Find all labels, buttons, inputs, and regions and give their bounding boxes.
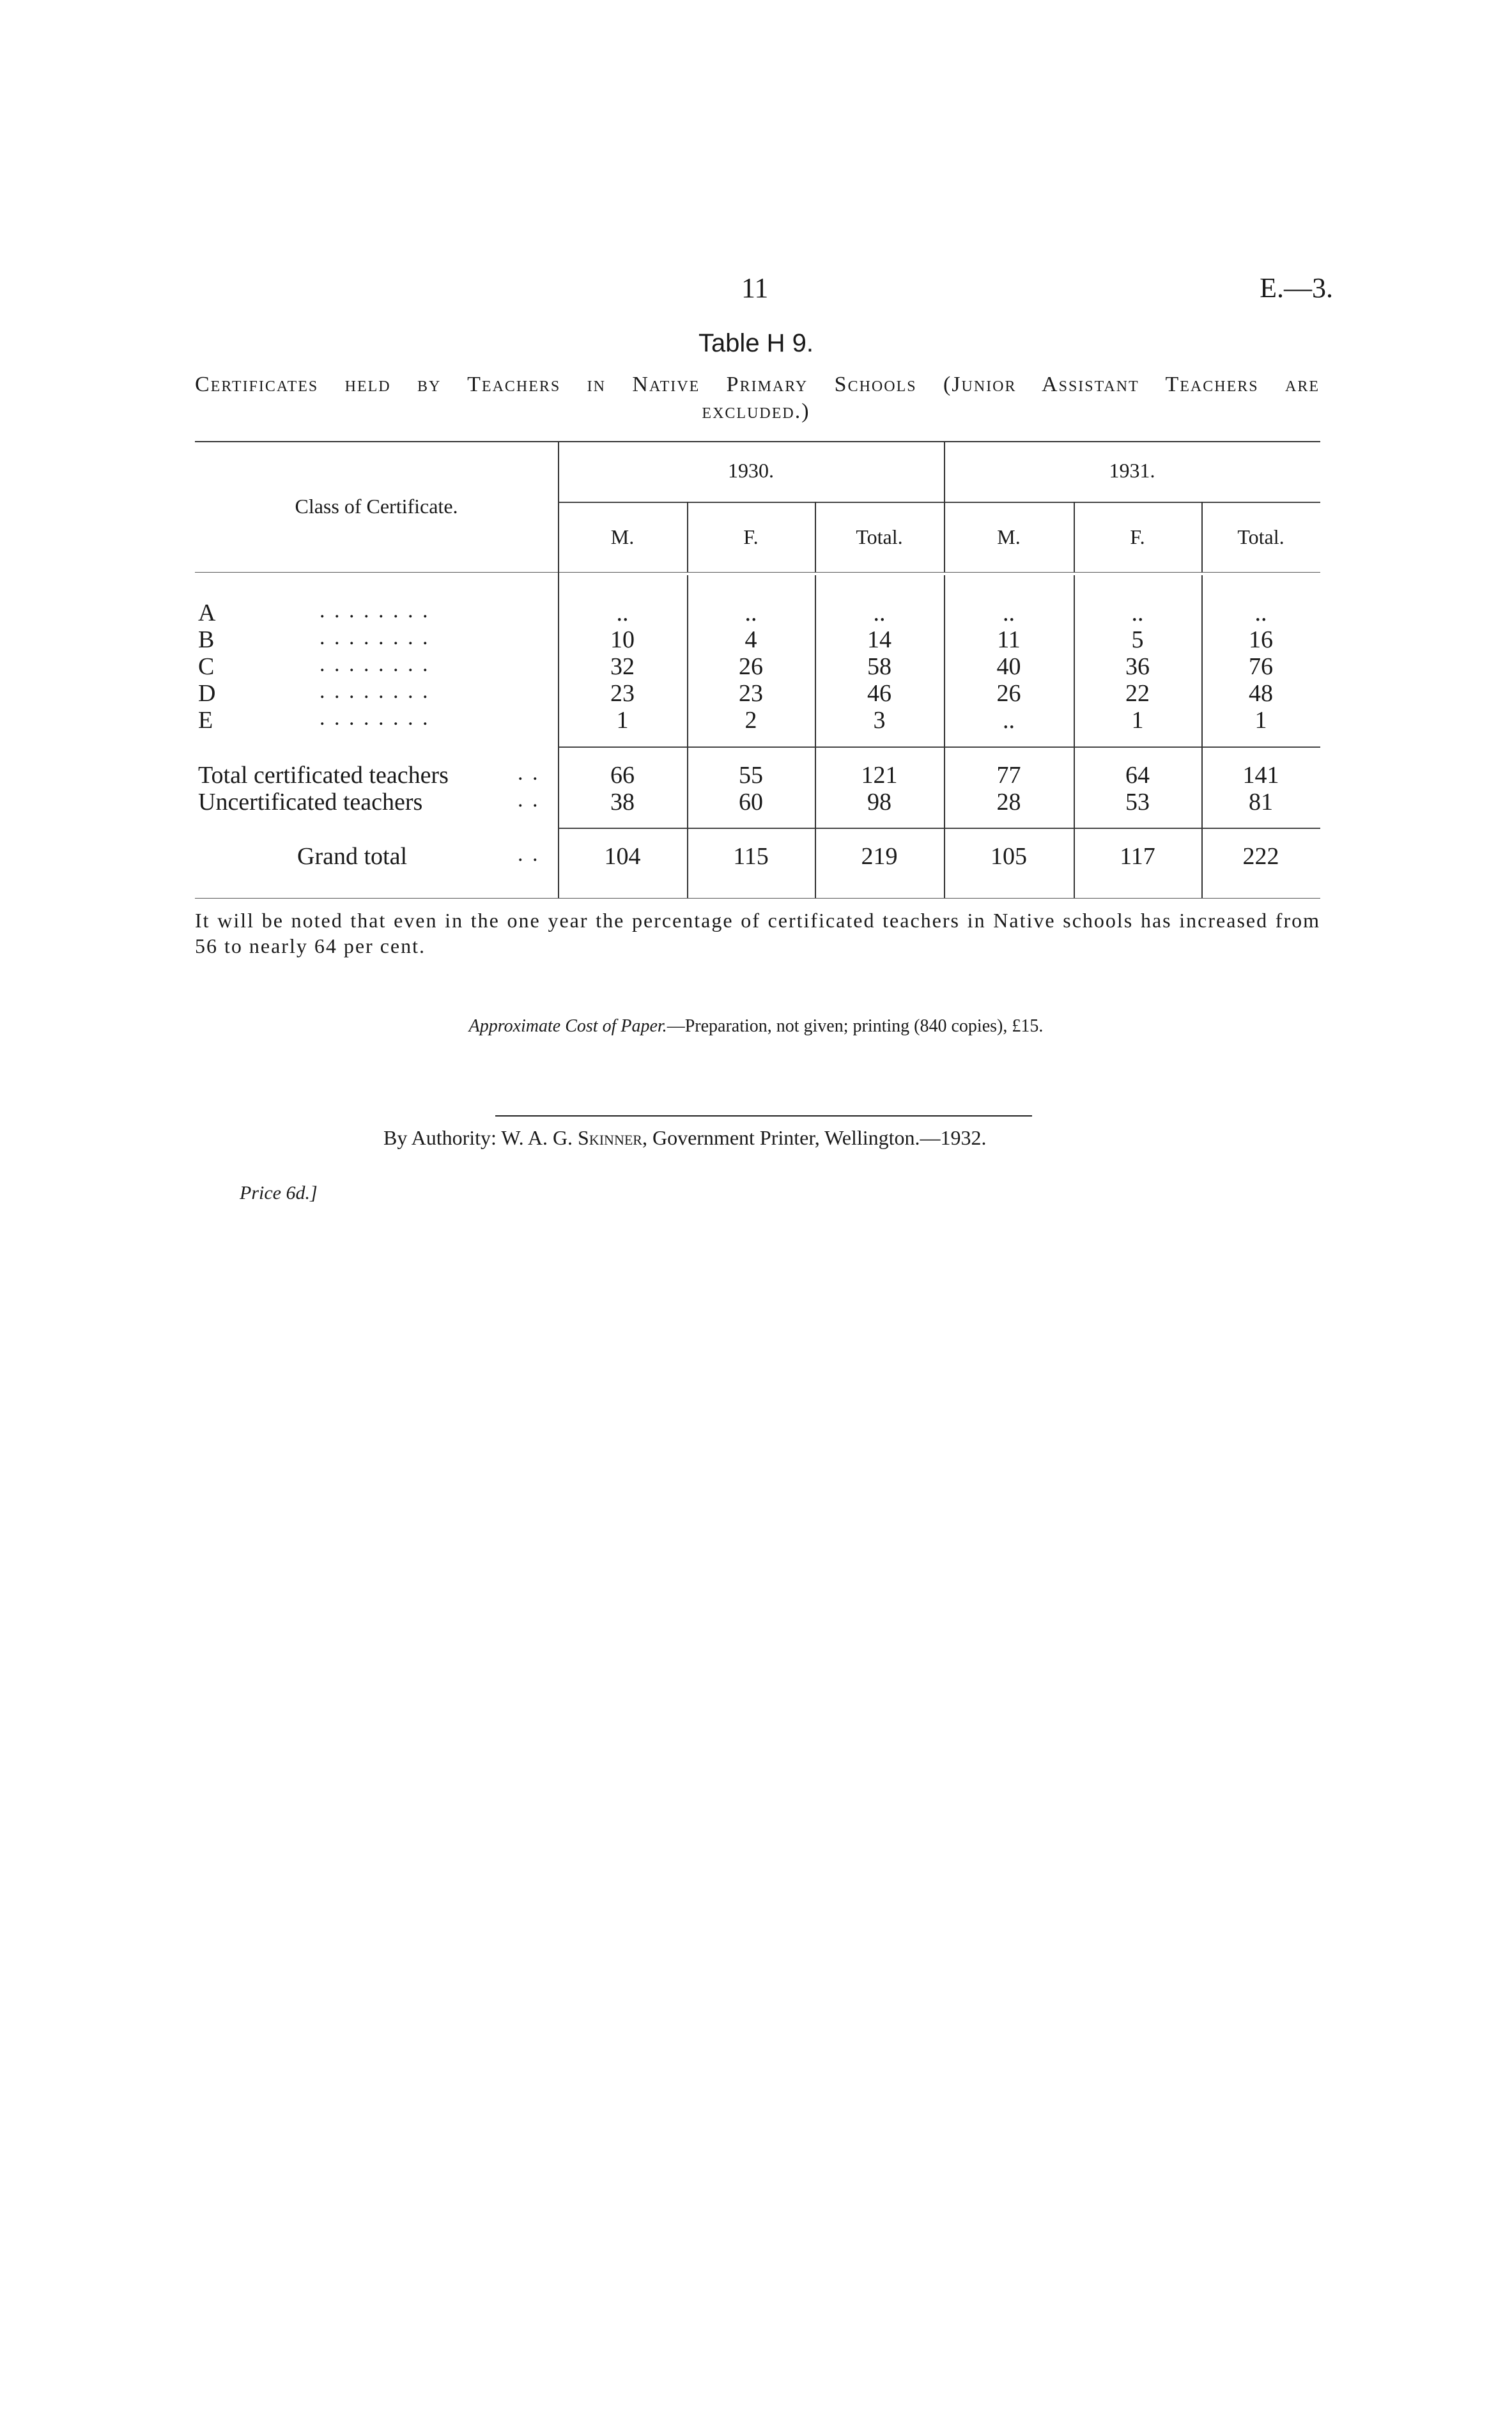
cell: 38 <box>610 789 635 816</box>
header-bottom-rule <box>195 572 1320 573</box>
row-label: A <box>198 599 216 626</box>
cell: 11 <box>997 626 1021 653</box>
cell: .. <box>744 599 757 626</box>
cell: 141 <box>1242 762 1279 789</box>
cell: 26 <box>739 653 763 680</box>
cell: 222 <box>1242 843 1279 870</box>
cell: 1 <box>1131 707 1144 734</box>
cell: 81 <box>1249 789 1273 816</box>
cell: 14 <box>867 626 891 653</box>
row-label: Total certificated teachers <box>198 762 449 789</box>
subheader-total-1931: Total. <box>1237 525 1284 548</box>
cell: .. <box>1254 599 1267 626</box>
cell: 28 <box>996 789 1021 816</box>
cell: 104 <box>604 843 641 870</box>
cell: 32 <box>610 653 635 680</box>
table-caption-line-2: excluded.) <box>702 399 810 423</box>
table-top-rule <box>195 441 1320 442</box>
cell: 16 <box>1249 626 1273 653</box>
cell: .. <box>1003 599 1015 626</box>
leader-dots: . . <box>518 761 540 785</box>
cell: 2 <box>744 707 757 734</box>
cell: .. <box>616 599 629 626</box>
cell: 55 <box>739 762 763 789</box>
cell: 219 <box>861 843 898 870</box>
document-reference: E.—3. <box>1260 272 1333 304</box>
cell: 98 <box>867 789 891 816</box>
row-label: E <box>198 707 213 734</box>
cell: 23 <box>739 680 763 707</box>
leader-dots: . . <box>518 788 540 812</box>
grandtotal-rule <box>558 828 1320 829</box>
subheader-m-1931: M. <box>997 525 1021 548</box>
cell: 117 <box>1120 843 1155 870</box>
cell: 76 <box>1249 653 1273 680</box>
row-label: D <box>198 680 216 707</box>
cell: .. <box>873 599 886 626</box>
leader-dots: . . . . . . . . <box>320 653 430 676</box>
cost-text: —Preparation, not given; printing (840 copies), £15. <box>667 1016 1044 1036</box>
authority-rule <box>495 1115 1032 1117</box>
cell: 105 <box>991 843 1027 870</box>
cell: 22 <box>1125 680 1150 707</box>
cell: 40 <box>996 653 1021 680</box>
cell: 77 <box>996 762 1021 789</box>
note-paragraph: It will be noted that even in the one year the percentage of certificated teachers in Native schools has increased from 56 to nearly 64 per cent. <box>195 909 1320 957</box>
table-caption-line-1: Certificates held by Teachers in Native Primary Schools (Junior Assistant Teachers are <box>195 373 1320 396</box>
cell: 58 <box>867 653 891 680</box>
cell: 4 <box>744 626 757 653</box>
cell: 53 <box>1125 789 1150 816</box>
subheader-m-1930: M. <box>610 525 635 548</box>
leader-dots: . . <box>518 842 540 866</box>
cell: 1 <box>1254 707 1267 734</box>
cell: .. <box>1131 599 1144 626</box>
subheader-f-1931: F. <box>1130 525 1145 548</box>
row-label: B <box>198 626 215 653</box>
cell: 48 <box>1249 680 1273 707</box>
authority-prefix: By Authority: W. A. G. <box>383 1126 578 1149</box>
cell: 115 <box>733 843 769 870</box>
cell: 46 <box>867 680 891 707</box>
price: Price 6d.] <box>240 1182 318 1203</box>
year-header-1930: 1930. <box>728 459 774 482</box>
year-subheader-rule <box>558 502 1320 503</box>
cost-of-paper <box>0 1016 1512 1037</box>
leader-dots: . . . . . . . . <box>320 706 430 730</box>
cell: 66 <box>610 762 635 789</box>
table-bottom-rule <box>195 898 1320 899</box>
leader-dots: . . . . . . . . <box>320 599 430 622</box>
subtotal-rule <box>558 746 1320 748</box>
subheader-f-1930: F. <box>743 525 759 548</box>
cell: 3 <box>873 707 886 734</box>
row-label: C <box>198 653 215 680</box>
cell: .. <box>1003 707 1015 734</box>
table-title: Table H 9. <box>698 329 814 357</box>
cell: 36 <box>1125 653 1150 680</box>
cost-label: Approximate Cost of Paper. <box>468 1016 667 1036</box>
cell: 64 <box>1125 762 1150 789</box>
authority-line <box>383 1126 987 1150</box>
leader-dots: . . . . . . . . <box>320 626 430 649</box>
subheader-total-1930: Total. <box>856 525 903 548</box>
authority-suffix: , Government Printer, Wellington.—1932. <box>642 1126 987 1149</box>
leader-dots: . . . . . . . . <box>320 679 430 703</box>
year-header-1931: 1931. <box>1109 459 1155 482</box>
grand-total-label: Grand total <box>297 843 408 870</box>
class-of-certificate-header: Class of Certificate. <box>295 495 458 518</box>
cell: 5 <box>1131 626 1144 653</box>
cell: 23 <box>610 680 635 707</box>
page-number: 11 <box>741 272 769 304</box>
cell: 121 <box>861 762 898 789</box>
cell: 26 <box>996 680 1021 707</box>
authority-name: Skinner <box>578 1126 642 1149</box>
cell: 10 <box>610 626 635 653</box>
cell: 1 <box>616 707 629 734</box>
cell: 60 <box>739 789 763 816</box>
row-label: Uncertificated teachers <box>198 789 423 816</box>
